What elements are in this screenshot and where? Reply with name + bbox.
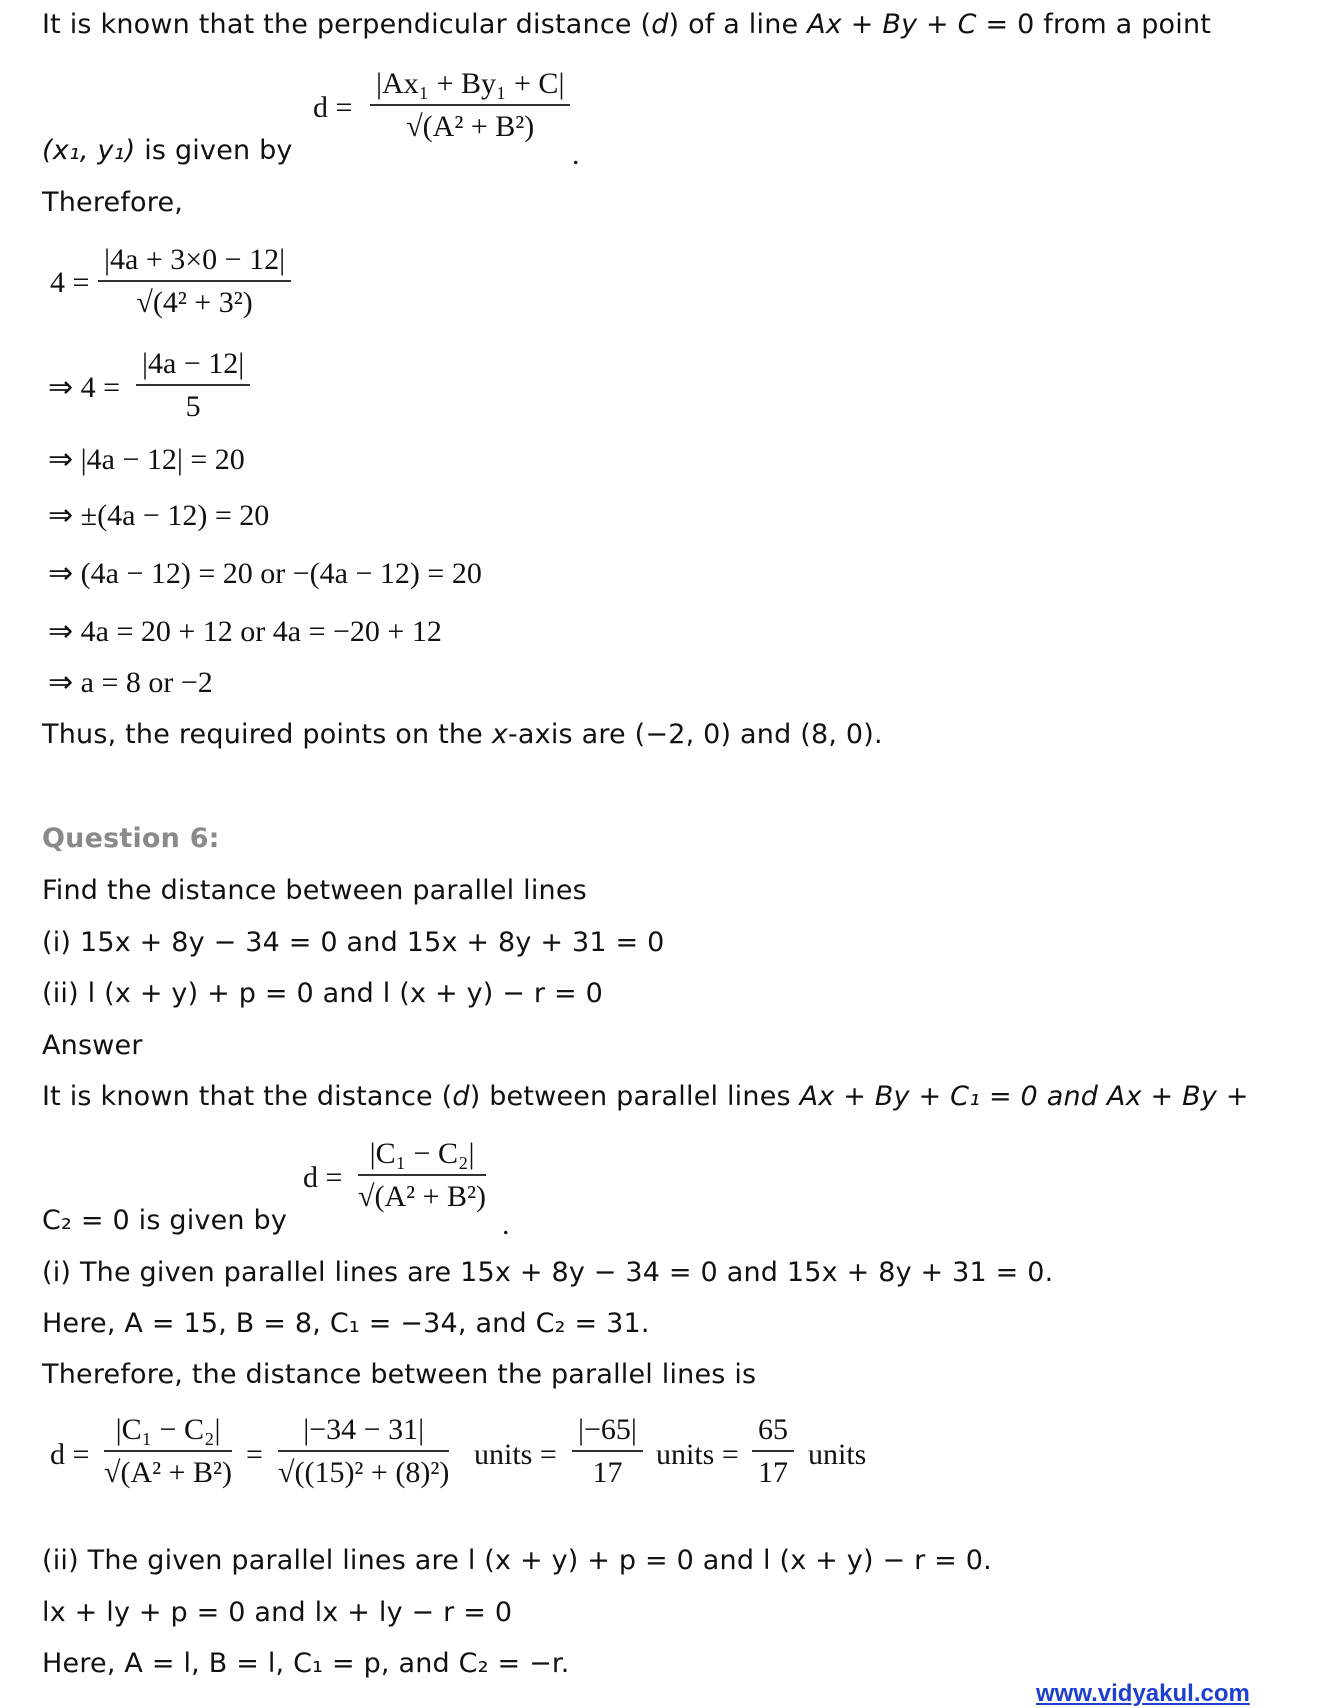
step1-denominator: √(4² + 3²)	[136, 286, 253, 319]
part-ii-text: (ii) The given parallel lines are l (x + y) + p = 0 and l (x + y) − r = 0.	[42, 1545, 992, 1576]
intro2-equations: Ax + By + C₁ = 0 and Ax + By +	[799, 1081, 1249, 1112]
conclusion-text-a: Thus, the required points on the	[42, 719, 492, 750]
formula3-f4-numerator: 65	[752, 1410, 794, 1452]
formula3-fraction-3	[572, 1410, 643, 1494]
formula3-fraction-1	[104, 1410, 232, 1494]
formula2-lhs: d =	[303, 1161, 343, 1194]
formula2-numerator: |C₁ − C₂|	[358, 1134, 486, 1176]
intro2-text-b: ) between parallel lines	[469, 1081, 800, 1112]
formula1-lhs: d =	[313, 91, 353, 124]
question-6-part-i: (i) 15x + 8y − 34 = 0 and 15x + 8y + 31 = 0	[42, 927, 665, 958]
intro2-text-a: It is known that the distance (	[42, 1081, 453, 1112]
formula3-lhs: d =	[50, 1438, 90, 1471]
part-i-therefore: Therefore, the distance between the parallel lines is	[42, 1359, 757, 1390]
point-coordinates: (x₁, y₁)	[42, 135, 136, 166]
conclusion-var-x: x	[491, 719, 508, 750]
step2-lhs: ⇒ 4 =	[48, 371, 121, 404]
question-6-heading: Question 6:	[42, 823, 220, 854]
intro-line-equation: Ax + By + C	[807, 9, 977, 40]
intro-text-b: ) of a line	[668, 9, 808, 40]
step3: ⇒ |4a − 12| = 20	[48, 443, 245, 476]
formula3-f4-denominator: 17	[758, 1456, 788, 1489]
step5: ⇒ (4a − 12) = 20 or −(4a − 12) = 20	[48, 557, 482, 590]
formula1-numerator: |Ax₁ + By₁ + C|	[370, 64, 570, 106]
part-i-values: Here, A = 15, B = 8, C₁ = −34, and C₂ = 31.	[42, 1308, 650, 1339]
intro-line-2	[42, 134, 293, 168]
part-i-text: (i) The given parallel lines are 15x + 8y − 34 = 0 and 15x + 8y + 31 = 0.	[42, 1257, 1054, 1288]
intro-text-d: is given by	[135, 135, 293, 166]
step1-lhs: 4 =	[50, 266, 90, 299]
formula3-f2-denominator: √((15)² + (8)²)	[278, 1456, 450, 1489]
conclusion-text-b: -axis are (−2, 0) and (8, 0).	[507, 719, 883, 750]
formula1-period: .	[572, 138, 580, 171]
formula3-equals: =	[246, 1438, 263, 1471]
step2-denominator: 5	[185, 390, 201, 423]
formula3-fraction-4	[752, 1410, 794, 1494]
intro2-line-1	[42, 1080, 1249, 1114]
formula1-fraction	[370, 64, 570, 148]
part-ii-expanded: lx + ly + p = 0 and lx + ly − r = 0	[42, 1597, 513, 1628]
intro-line-1	[42, 8, 1211, 42]
intro-text-c: = 0 from a point	[976, 9, 1212, 40]
step7: ⇒ a = 8 or −2	[48, 666, 213, 699]
question-6-prompt: Find the distance between parallel lines	[42, 875, 587, 906]
part-ii-values: Here, A = l, B = l, C₁ = p, and C₂ = −r.	[42, 1648, 570, 1679]
website-link[interactable]: www.vidyakul.com	[1036, 1680, 1250, 1707]
formula3-fraction-2	[278, 1410, 449, 1494]
formula2-period: .	[502, 1208, 510, 1241]
question-6-part-ii: (ii) l (x + y) + p = 0 and l (x + y) − r = 0	[42, 978, 603, 1009]
step2-numerator: |4a − 12|	[136, 344, 250, 386]
intro2-var-d: d	[452, 1081, 470, 1112]
formula2-denominator: √(A² + B²)	[358, 1180, 487, 1213]
therefore-1: Therefore,	[42, 187, 184, 218]
intro-text-a: It is known that the perpendicular distance (	[42, 9, 652, 40]
formula2-fraction	[358, 1134, 486, 1218]
formula3-f3-numerator: |−65|	[572, 1410, 643, 1452]
formula3-f1-numerator: |C₁ − C₂|	[104, 1410, 232, 1452]
conclusion-1	[42, 718, 883, 752]
step6: ⇒ 4a = 20 + 12 or 4a = −20 + 12	[48, 615, 442, 648]
formula3-f1-denominator: √(A² + B²)	[104, 1456, 233, 1489]
formula3-units-2: units =	[656, 1438, 739, 1471]
answer-label: Answer	[42, 1030, 143, 1061]
step4: ⇒ ±(4a − 12) = 20	[48, 499, 270, 532]
intro2-line-2: C₂ = 0 is given by	[42, 1205, 288, 1236]
formula3-f2-numerator: |−34 − 31|	[278, 1410, 449, 1452]
formula3-units-3: units	[808, 1438, 867, 1471]
step1-fraction	[98, 240, 291, 324]
intro-var-d: d	[651, 9, 669, 40]
step1-numerator: |4a + 3×0 − 12|	[98, 240, 291, 282]
formula3-f3-denominator: 17	[592, 1456, 623, 1489]
formula1-denominator: √(A² + B²)	[406, 110, 535, 143]
step2-fraction	[136, 344, 250, 428]
formula3-units-1: units =	[474, 1438, 557, 1471]
